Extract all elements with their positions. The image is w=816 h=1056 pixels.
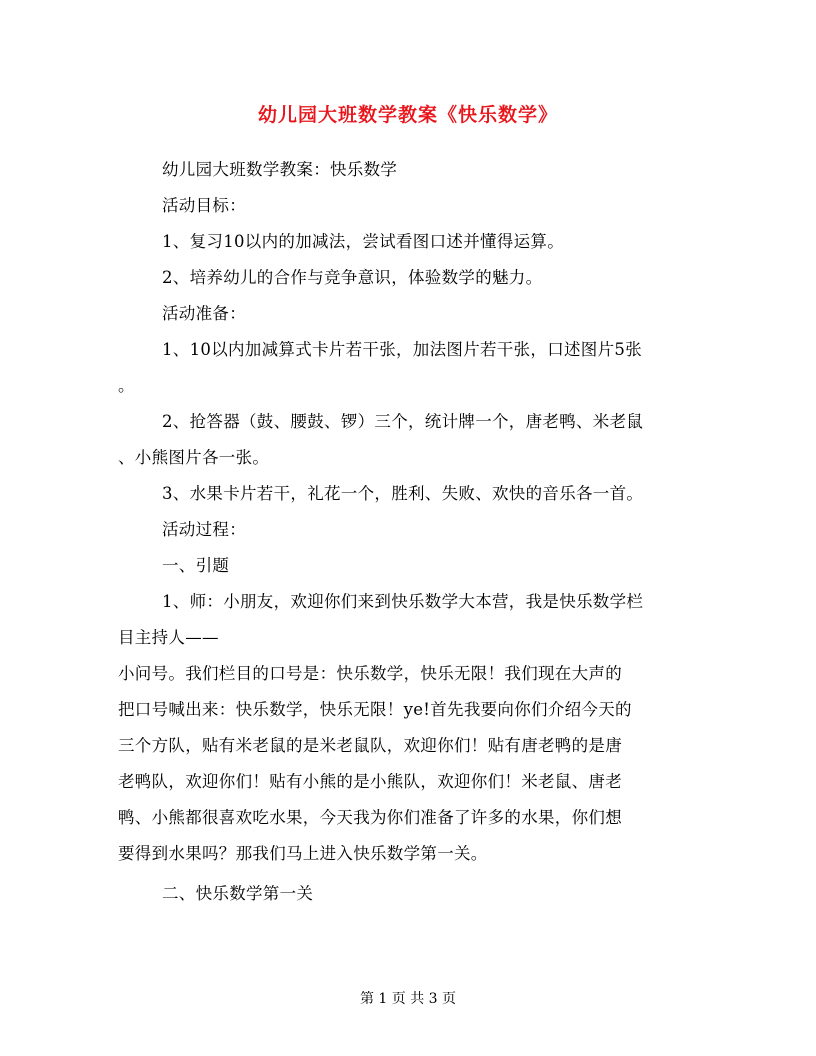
paragraph-line: 。 xyxy=(118,376,135,395)
paragraph-line: 要得到水果吗？那我们马上进入快乐数学第一关。 xyxy=(118,844,488,863)
section-heading: 活动准备： xyxy=(162,304,246,323)
paragraph-line: 1、10以内加减算式卡片若干张，加法图片若干张，口述图片5张 xyxy=(162,340,642,359)
page-footer: 第 1 页 共 3 页 xyxy=(359,991,457,1007)
paragraph-line: 幼儿园大班数学教案：快乐数学 xyxy=(162,160,398,179)
paragraph-line: 3、水果卡片若干，礼花一个，胜利、失败、欢快的音乐各一首。 xyxy=(162,484,644,503)
paragraph-line: 目主持人—— xyxy=(118,628,219,647)
paragraph-line: 2、抢答器（鼓、腰鼓、锣）三个，统计牌一个，唐老鸭、米老鼠 xyxy=(162,412,644,431)
paragraph-line: 1、复习10以内的加减法，尝试看图口述并懂得运算。 xyxy=(162,232,564,251)
paragraph-line: 1、师：小朋友，欢迎你们来到快乐数学大本营，我是快乐数学栏 xyxy=(162,592,644,611)
section-heading: 一、引题 xyxy=(162,556,230,575)
paragraph-line: 老鸭队，欢迎你们！贴有小熊的是小熊队，欢迎你们！米老鼠、唐老 xyxy=(118,772,622,791)
document-title: 幼儿园大班数学教案《快乐数学》 xyxy=(257,104,558,126)
paragraph-line: 把口号喊出来：快乐数学，快乐无限！ye!首先我要向你们介绍今天的 xyxy=(118,700,632,719)
paragraph-line: 小问号。我们栏目的口号是：快乐数学，快乐无限！我们现在大声的 xyxy=(118,664,622,683)
paragraph-line: 鸭、小熊都很喜欢吃水果，今天我为你们准备了许多的水果，你们想 xyxy=(118,808,622,827)
section-heading: 活动目标： xyxy=(162,196,246,215)
section-heading: 活动过程： xyxy=(162,520,246,539)
paragraph-line: 2、培养幼儿的合作与竞争意识，体验数学的魅力。 xyxy=(162,268,543,287)
paragraph-line: 、小熊图片各一张。 xyxy=(118,448,270,467)
section-heading: 二、快乐数学第一关 xyxy=(162,884,314,903)
paragraph-line: 三个方队，贴有米老鼠的是米老鼠队，欢迎你们！贴有唐老鸭的是唐 xyxy=(118,736,622,755)
